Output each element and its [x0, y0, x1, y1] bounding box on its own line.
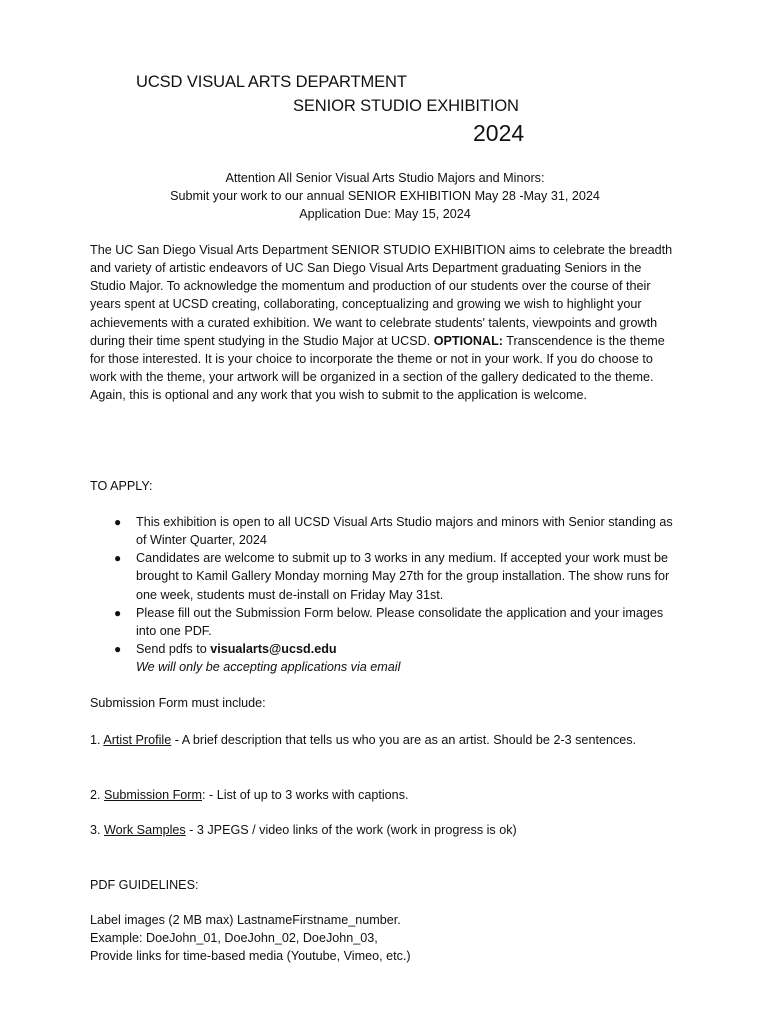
bullet-icon: ● [114, 515, 122, 529]
list-item [90, 640, 676, 676]
apply-item-text: Please fill out the Submission Form below. Please consolidate the application and your images into one PDF. [136, 605, 664, 638]
submission-item-submission-form [90, 786, 676, 804]
email-note: We will only be accepting applications via email [136, 660, 401, 675]
work-samples-label: Work Samples [104, 823, 186, 837]
submission-form-text: : - List of up to 3 works with captions. [202, 788, 409, 802]
artist-profile-text: - A brief description that tells us who you are as an artist. Should be 2-3 sentences. [171, 733, 637, 747]
notice-line-attention: Attention All Senior Visual Arts Studio Majors and Minors: [225, 171, 545, 185]
apply-list [90, 513, 676, 676]
pdf-guideline-example: Example: DoeJohn_01, DoeJohn_02, DoeJohn_03, [90, 931, 378, 946]
notice-line-due-date: Application Due: May 15, 2024 [299, 207, 471, 221]
item-number: 1. [90, 733, 101, 747]
submission-form-label: Submission Form [104, 788, 202, 802]
item-number: 2. [90, 788, 101, 802]
submission-heading: Submission Form must include: [90, 696, 266, 710]
pdf-guideline-label: Label images (2 MB max) LastnameFirstname_number. [90, 913, 401, 927]
optional-label: OPTIONAL: [433, 333, 503, 348]
artist-profile-label: Artist Profile [103, 733, 172, 747]
to-apply-heading: TO APPLY: [90, 479, 153, 493]
exhibition-heading: SENIOR STUDIO EXHIBITION [293, 97, 519, 115]
bullet-icon: ● [114, 642, 122, 657]
work-samples-text: - 3 JPEGS / video links of the work (work in progress is ok) [185, 823, 517, 837]
apply-item-text: Candidates are welcome to submit up to 3 works in any medium. If accepted your work must be brought to Kamil Gallery Monday morning May 27th for the group installation. The show runs for one week, students must de-install on Friday May 31st. [136, 551, 670, 602]
pdf-guideline-links: Provide links for time-based media (Youtube, Vimeo, etc.) [90, 949, 411, 964]
bullet-icon: ● [114, 551, 122, 566]
year-heading: 2024 [473, 120, 525, 146]
list-item [90, 513, 676, 549]
submission-item-artist-profile [90, 731, 676, 749]
notice-line-submit: Submit your work to our annual SENIOR EXHIBITION May 28 -May 31, 2024 [170, 189, 600, 203]
pdf-guidelines-heading: PDF GUIDELINES: [90, 878, 199, 892]
item-number: 3. [90, 823, 101, 837]
intro-paragraph [90, 241, 676, 404]
submission-item-work-samples [90, 821, 676, 839]
email-link[interactable]: visualarts@ucsd.edu [210, 642, 337, 657]
list-item [90, 549, 676, 603]
intro-text-after: Transcendence is the theme for those interested. It is your choice to incorporate the theme or not in your work. If you do choose to work with the theme, your artwork will be organized in a section of the gallery dedicated to the theme. Again, this is optional and any work that you wish to submit to the application is welcome. [90, 333, 665, 403]
intro-text-before: The UC San Diego Visual Arts Department SENIOR STUDIO EXHIBITION aims to celebrate the breadth and variety of artistic endeavors of UC San Diego Visual Arts Department graduating Seniors in the Studio Major. To acknowledge the momentum and production of our students over the course of their years spent at UCSD creating, collaborating, conceptualizing and growing we wish to highlight your achievements with a curated exhibition. We want to celebrate students' talents, viewpoints and growth during their time spent studying in the Studio Major at UCSD. [90, 243, 673, 348]
apply-item-text: Send pdfs to [136, 642, 207, 657]
list-item [90, 604, 676, 640]
apply-item-text: This exhibition is open to all UCSD Visual Arts Studio majors and minors with Senior standing as of Winter Quarter, 2024 [136, 515, 673, 548]
pdf-guidelines-block [90, 911, 676, 965]
bullet-icon: ● [114, 605, 122, 620]
notice-block [90, 169, 680, 223]
department-heading: UCSD VISUAL ARTS DEPARTMENT [136, 73, 407, 91]
